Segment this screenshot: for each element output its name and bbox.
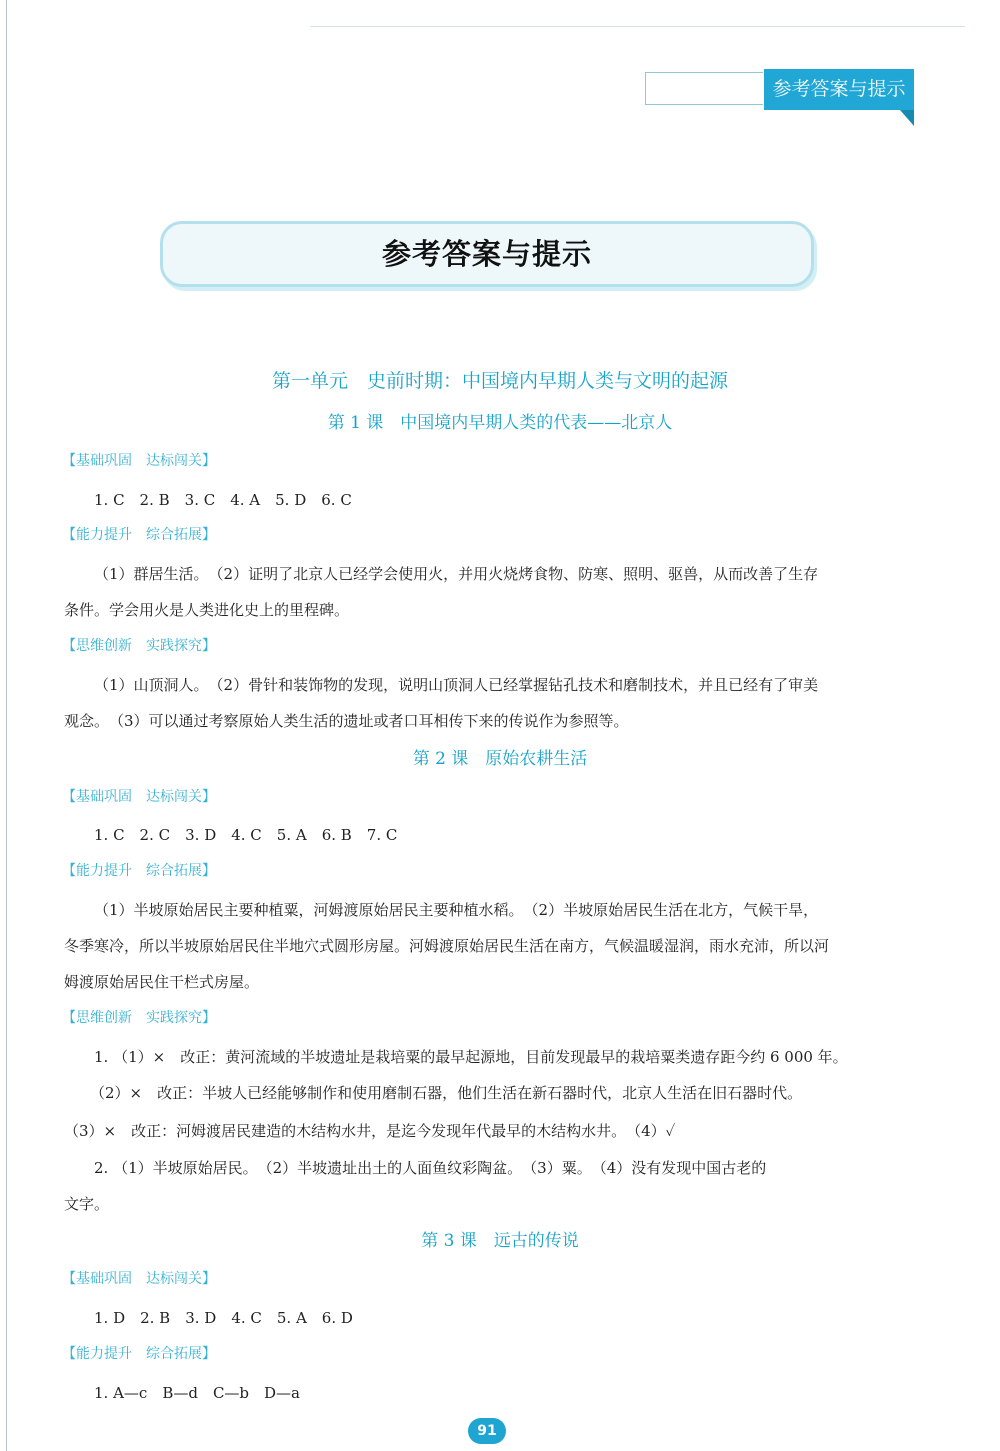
header-tag-fold: [900, 110, 914, 126]
l2-basic-answers: 1. C 2. C 3. D 4. C 5. A 6. B 7. C: [94, 826, 398, 844]
unit-title: 第一单元 史前时期：中国境内早期人类与文明的起源: [271, 370, 728, 392]
l3-section-ability: 【能力提升 综合拓展】: [62, 1346, 216, 1362]
l1-section-ability: 【能力提升 综合拓展】: [62, 527, 216, 543]
page-number: 91: [468, 1418, 506, 1444]
l1-basic-answers: 1. C 2. B 3. C 4. A 5. D 6. C: [94, 491, 352, 509]
l1-section-basic: 【基础巩固 达标闯关】: [62, 453, 216, 469]
l2-thinking-line-4: 2. （1）半坡原始居民。 （2）半坡遗址出土的人面鱼纹彩陶盆。 （3）粟。 （4）没有发现中国古老的: [94, 1159, 767, 1177]
l1-section-thinking: 【思维创新 实践探究】: [62, 638, 216, 654]
l2-section-basic: 【基础巩固 达标闯关】: [62, 789, 216, 805]
l3-section-basic: 【基础巩固 达标闯关】: [62, 1271, 216, 1287]
l3-ability-answers: 1. A—c B—d C—b D—a: [94, 1384, 300, 1402]
l2-ability-line-3: 姆渡原始居民住干栏式房屋。: [64, 973, 260, 991]
lesson-2-title: 第 2 课 原始农耕生活: [412, 749, 588, 769]
l2-section-thinking: 【思维创新 实践探究】: [62, 1010, 216, 1026]
top-rule: [310, 26, 965, 27]
title-banner: [160, 221, 814, 287]
header-tag: 参考答案与提示: [764, 69, 914, 110]
lesson-3-title: 第 3 课 远古的传说: [421, 1231, 579, 1251]
lesson-1-title: 第 1 课 中国境内早期人类的代表——北京人: [327, 413, 673, 433]
l2-thinking-line-3: （3）× 改正：河姆渡居民建造的木结构水井，是迄今发现年代最早的木结构水井。 （4）✓: [64, 1122, 676, 1140]
l1-thinking-line-2: 观念。 （3）可以通过考察原始人类生活的遗址或者口耳相传下来的传说作为参照等。: [64, 712, 629, 730]
l1-thinking-line-1: （1）山顶洞人。 （2）骨针和装饰物的发现，说明山顶洞人已经掌握钻孔技术和磨制技术，并且已经有了审美: [94, 676, 819, 694]
l1-ability-line-2: 条件。学会用火是人类进化史上的里程碑。: [64, 601, 350, 619]
l1-ability-line-1: （1）群居生活。 （2）证明了北京人已经学会使用火，并用火烧烤食物、防寒、照明、驱兽，从而改善了生存: [94, 565, 819, 583]
l2-thinking-line-2: （2）× 改正：半坡人已经能够制作和使用磨制石器，他们生活在新石器时代，北京人生活在旧石器时代。: [90, 1084, 803, 1102]
header-outline-box: [645, 72, 763, 105]
l2-thinking-line-1: 1. （1）× 改正：黄河流域的半坡遗址是栽培粟的最早起源地，目前发现最早的栽培粟类遗存距今约 6 000 年。: [94, 1048, 848, 1066]
l3-basic-answers: 1. D 2. B 3. D 4. C 5. A 6. D: [94, 1309, 353, 1327]
page-title: 参考答案与提示: [381, 237, 592, 271]
l2-thinking-line-5: 文字。: [64, 1195, 110, 1213]
l2-section-ability: 【能力提升 综合拓展】: [62, 863, 216, 879]
l2-ability-line-2: 冬季寒冷，所以半坡原始居民住半地穴式圆形房屋。河姆渡原始居民生活在南方，气候温暖湿润，雨水充沛，所以河: [64, 937, 830, 955]
l2-ability-line-1: （1）半坡原始居民主要种植粟，河姆渡原始居民主要种植水稻。 （2）半坡原始居民生活在北方，气候干旱，: [94, 901, 819, 919]
